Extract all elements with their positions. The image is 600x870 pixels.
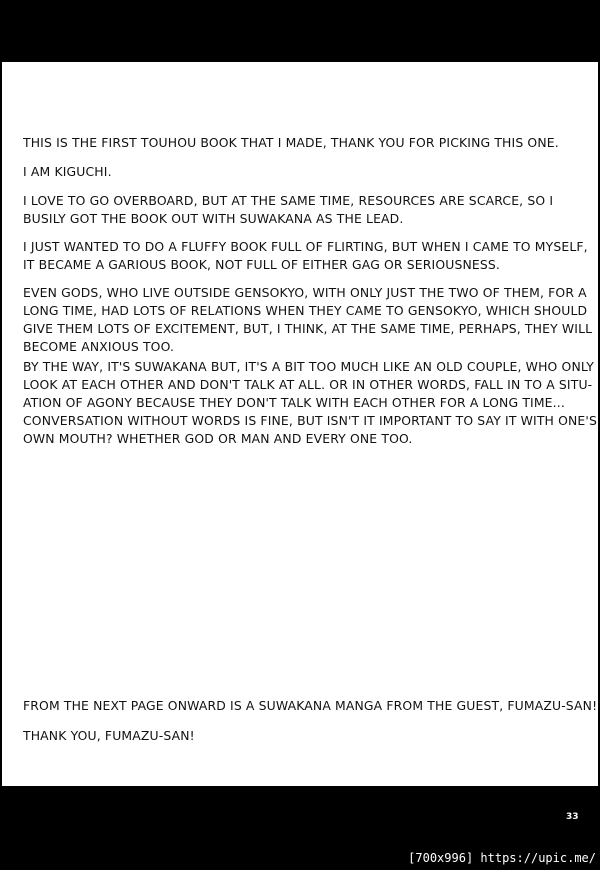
top-black-band xyxy=(0,0,600,62)
text-line: I LOVE TO GO OVERBOARD, BUT AT THE SAME TIME, RESOURCES ARE SCARCE, SO I xyxy=(23,193,554,208)
afterword-paragraph xyxy=(23,358,597,448)
text-line: BUSILY GOT THE BOOK OUT WITH SUWAKANA AS THE LEAD. xyxy=(23,211,404,226)
text-line: ATION OF AGONY BECAUSE THEY DON'T TALK WITH EACH OTHER FOR A LONG TIME... xyxy=(23,395,565,410)
text-line: BY THE WAY, IT'S SUWAKANA BUT, IT'S A BIT TOO MUCH LIKE AN OLD COUPLE, WHO ONLY xyxy=(23,359,594,374)
text-line: IT BECAME A GARIOUS BOOK, NOT FULL OF EITHER GAG OR SERIOUSNESS. xyxy=(23,257,500,272)
text-line: I JUST WANTED TO DO A FLUFFY BOOK FULL OF FLIRTING, BUT WHEN I CAME TO MYSELF, xyxy=(23,239,588,254)
text-line: BECOME ANXIOUS TOO. xyxy=(23,339,175,354)
text-line: GIVE THEM LOTS OF EXCITEMENT, BUT, I THINK, AT THE SAME TIME, PERHAPS, THEY WILL xyxy=(23,321,593,336)
text-line: FROM THE NEXT PAGE ONWARD IS A SUWAKANA MANGA FROM THE GUEST, FUMAZU-SAN! xyxy=(23,698,598,713)
afterword-paragraph xyxy=(23,163,112,181)
afterword-paragraph xyxy=(23,238,588,274)
text-line: OWN MOUTH? WHETHER GOD OR MAN AND EVERY ONE TOO. xyxy=(23,431,413,446)
afterword-paragraph xyxy=(23,134,559,152)
next-page-note xyxy=(23,697,597,715)
text-line: EVEN GODS, WHO LIVE OUTSIDE GENSOKYO, WITH ONLY JUST THE TWO OF THEM, FOR A xyxy=(23,285,587,300)
text-line: LOOK AT EACH OTHER AND DON'T TALK AT ALL. OR IN OTHER WORDS, FALL IN TO A SITU- xyxy=(23,377,593,392)
text-line: LONG TIME, HAD LOTS OF RELATIONS WHEN THEY CAME TO GENSOKYO, WHICH SHOULD xyxy=(23,303,588,318)
text-line: THIS IS THE FIRST TOUHOU BOOK THAT I MADE, THANK YOU FOR PICKING THIS ONE. xyxy=(23,135,559,150)
afterword-paragraph xyxy=(23,192,553,228)
text-line: I AM KIGUCHI. xyxy=(23,164,112,179)
thank-you-note xyxy=(23,727,195,745)
text-line: THANK YOU, FUMAZU-SAN! xyxy=(23,728,195,743)
page-number: 33 xyxy=(566,812,579,822)
upload-watermark: [700x996] https://upic.me/ xyxy=(408,851,596,865)
text-line: CONVERSATION WITHOUT WORDS IS FINE, BUT ISN'T IT IMPORTANT TO SAY IT WITH ONE'S xyxy=(23,413,597,428)
afterword-paragraph xyxy=(23,284,592,356)
